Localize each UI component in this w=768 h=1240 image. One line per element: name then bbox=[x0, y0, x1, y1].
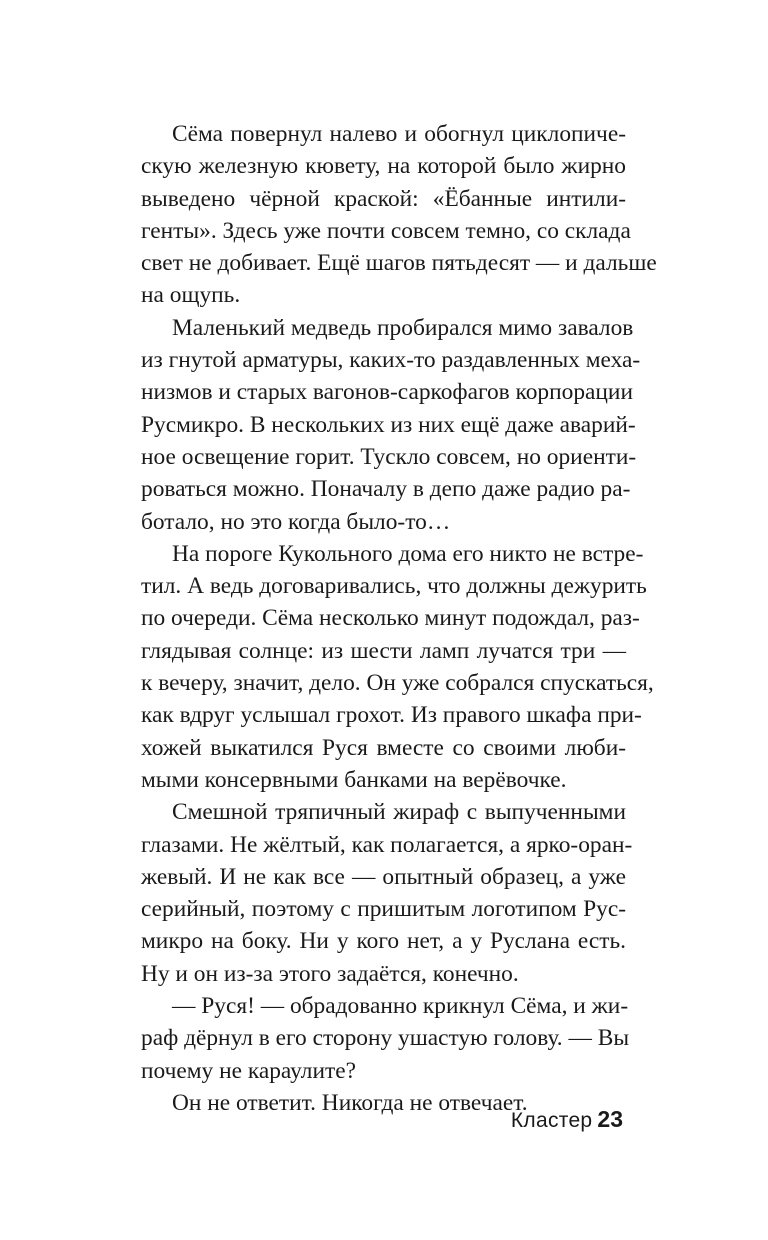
running-title: Кластер bbox=[510, 1109, 593, 1132]
text-line: микро на боку. Ни у кого нет, а у Руслана есть. bbox=[141, 928, 626, 955]
text-line: — Руся! — обрадованно крикнул Сёма, и жи- bbox=[172, 993, 629, 1020]
text-line: на ощупь. bbox=[141, 282, 241, 309]
text-line: из гнутой арматуры, каких-то раздавленных меха- bbox=[141, 347, 641, 374]
text-line: по очереди. Сёма несколько минут подождал, раз- bbox=[141, 605, 640, 632]
text-line: жевый. И не как все — опытный образец, а уже bbox=[141, 863, 626, 890]
paragraph bbox=[141, 118, 657, 312]
text-line: Смешной тряпичный жираф с выпученными bbox=[172, 799, 626, 826]
text-line: серийный, поэтому с пришитым логотипом Рус- bbox=[141, 896, 626, 923]
text-line: ботало, но это когда было-то… bbox=[141, 508, 451, 535]
text-line: глазами. Не жёлтый, как полагается, а ярко-оран- bbox=[141, 831, 633, 858]
text-line: Маленький медведь пробирался мимо завалов bbox=[172, 314, 634, 341]
text-line: генты». Здесь уже почти совсем темно, со склада bbox=[141, 217, 631, 244]
text-line: глядывая солнце: из шести ламп лучатся три — bbox=[141, 637, 626, 664]
text-line: низмов и старых вагонов-саркофагов корпорации bbox=[141, 379, 633, 406]
text-line: Он не ответит. Никогда не отвечает. bbox=[172, 1089, 528, 1116]
body-text bbox=[141, 118, 657, 1119]
text-line: почему не караулите? bbox=[141, 1057, 356, 1084]
paragraph bbox=[141, 312, 641, 538]
text-line: ное освещение горит. Тускло совсем, но ориенти- bbox=[141, 443, 637, 470]
paragraph bbox=[141, 538, 654, 796]
text-line: тил. А ведь договаривались, что должны дежурить bbox=[141, 573, 647, 600]
text-line: к вечеру, значит, дело. Он уже собрался спускаться, bbox=[141, 670, 654, 697]
paragraph bbox=[141, 990, 630, 1087]
text-line: На пороге Кукольного дома его никто не встре- bbox=[172, 540, 644, 567]
text-line: раф дёрнул в его сторону ушастую голову. — Вы bbox=[141, 1025, 630, 1052]
text-line: мыми консервными банками на верёвочке. bbox=[141, 766, 567, 793]
page-footer bbox=[511, 1106, 623, 1134]
paragraph bbox=[141, 796, 633, 990]
text-line: хожей выкатился Руся вместе со своими люби- bbox=[141, 734, 626, 761]
text-line: роваться можно. Поначалу в депо даже радио ра- bbox=[141, 476, 631, 503]
text-line: как вдруг услышал грохот. Из правого шкафа при- bbox=[141, 702, 642, 729]
text-line: Сёма повернул налево и обогнул циклопиче- bbox=[172, 121, 626, 147]
text-line: Ну и он из-за этого задаётся, конечно. bbox=[141, 960, 519, 987]
text-line: выведено чёрной краской: «Ёбанные интили- bbox=[141, 185, 626, 212]
page-number: 23 bbox=[597, 1106, 623, 1132]
text-line: Русмикро. В нескольких из них ещё даже аварий- bbox=[141, 411, 636, 438]
text-line: свет не добивает. Ещё шагов пятьдесят — и дальше bbox=[141, 250, 657, 277]
text-line: скую железную кювету, на которой было жирно bbox=[141, 153, 626, 180]
